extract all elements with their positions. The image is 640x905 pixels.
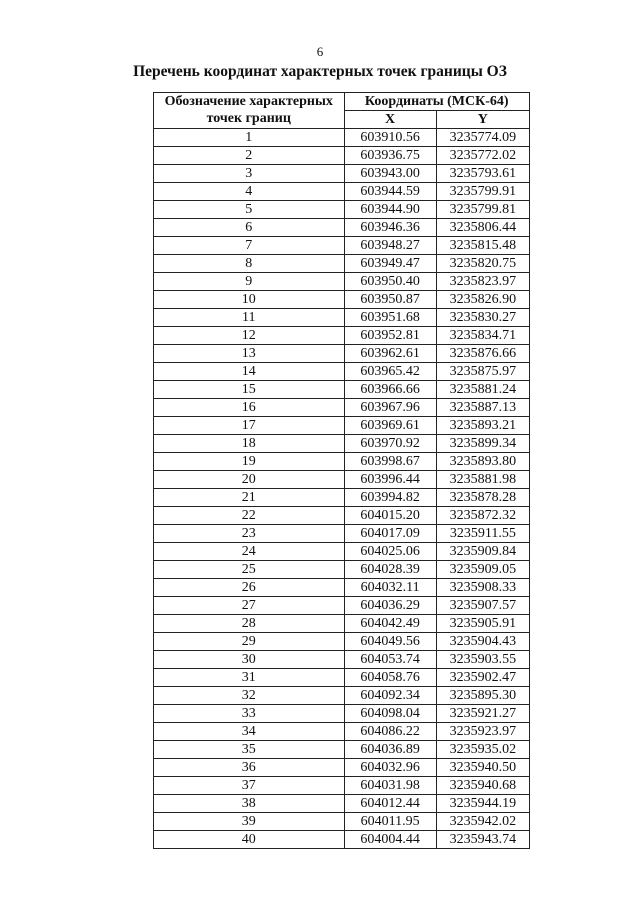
- point-label-header: [154, 93, 345, 129]
- x-coordinate-cell: 604049.56: [344, 633, 436, 651]
- y-coordinate-cell: 3235902.47: [436, 669, 529, 687]
- y-coordinate-cell: 3235875.97: [436, 363, 529, 381]
- table-row: [154, 615, 530, 633]
- y-coordinate-cell: 3235815.48: [436, 237, 529, 255]
- x-coordinate-cell: 603966.66: [344, 381, 436, 399]
- table-row: [154, 345, 530, 363]
- table-row: [154, 165, 530, 183]
- point-number-cell: 34: [154, 723, 345, 741]
- point-label-header-line1: Обозначение характерных: [164, 94, 333, 109]
- y-coordinate-cell: 3235944.19: [436, 795, 529, 813]
- table-row: [154, 687, 530, 705]
- table-row: [154, 129, 530, 147]
- table-row: [154, 237, 530, 255]
- x-coordinate-cell: 604042.49: [344, 615, 436, 633]
- x-coordinate-cell: 603962.61: [344, 345, 436, 363]
- x-coordinate-cell: 604004.44: [344, 831, 436, 849]
- x-coordinate-cell: 604098.04: [344, 705, 436, 723]
- point-number-cell: 23: [154, 525, 345, 543]
- x-coordinate-cell: 603944.59: [344, 183, 436, 201]
- y-coordinate-cell: 3235772.02: [436, 147, 529, 165]
- table-row: [154, 327, 530, 345]
- x-coordinate-cell: 604011.95: [344, 813, 436, 831]
- point-number-cell: 15: [154, 381, 345, 399]
- y-coordinate-cell: 3235903.55: [436, 651, 529, 669]
- point-number-cell: 11: [154, 309, 345, 327]
- x-coordinate-cell: 604032.96: [344, 759, 436, 777]
- x-coordinate-cell: 604012.44: [344, 795, 436, 813]
- point-number-cell: 1: [154, 129, 345, 147]
- table-row: [154, 489, 530, 507]
- y-coordinate-cell: 3235823.97: [436, 273, 529, 291]
- x-coordinate-cell: 603965.42: [344, 363, 436, 381]
- table-row: [154, 471, 530, 489]
- point-number-cell: 21: [154, 489, 345, 507]
- point-label-header-line2: точек границ: [206, 111, 291, 126]
- y-coordinate-cell: 3235881.24: [436, 381, 529, 399]
- table-row: [154, 759, 530, 777]
- point-number-cell: 32: [154, 687, 345, 705]
- y-coordinate-cell: 3235907.57: [436, 597, 529, 615]
- y-coordinate-cell: 3235876.66: [436, 345, 529, 363]
- x-coordinate-cell: 603970.92: [344, 435, 436, 453]
- y-coordinate-cell: 3235899.34: [436, 435, 529, 453]
- point-number-cell: 27: [154, 597, 345, 615]
- table-row: [154, 201, 530, 219]
- point-number-cell: 28: [154, 615, 345, 633]
- table-row: [154, 741, 530, 759]
- y-coordinate-cell: 3235887.13: [436, 399, 529, 417]
- y-coordinate-cell: 3235909.84: [436, 543, 529, 561]
- x-coordinate-cell: 603998.67: [344, 453, 436, 471]
- x-coordinate-cell: 604031.98: [344, 777, 436, 795]
- x-coordinate-cell: 603910.56: [344, 129, 436, 147]
- x-column-header: X: [344, 111, 436, 129]
- table-row: [154, 543, 530, 561]
- y-coordinate-cell: 3235904.43: [436, 633, 529, 651]
- x-coordinate-cell: 604032.11: [344, 579, 436, 597]
- point-number-cell: 9: [154, 273, 345, 291]
- y-coordinate-cell: 3235908.33: [436, 579, 529, 597]
- point-number-cell: 3: [154, 165, 345, 183]
- y-coordinate-cell: 3235806.44: [436, 219, 529, 237]
- coordinates-group-header: Координаты (МСК-64): [344, 93, 530, 111]
- x-coordinate-cell: 604028.39: [344, 561, 436, 579]
- table-row: [154, 633, 530, 651]
- table-row: [154, 453, 530, 471]
- point-number-cell: 14: [154, 363, 345, 381]
- page-number: 6: [316, 44, 324, 59]
- table-row: [154, 723, 530, 741]
- y-coordinate-cell: 3235940.68: [436, 777, 529, 795]
- x-coordinate-cell: 604017.09: [344, 525, 436, 543]
- point-number-cell: 30: [154, 651, 345, 669]
- x-coordinate-cell: 604036.29: [344, 597, 436, 615]
- table-row: [154, 417, 530, 435]
- point-number-cell: 19: [154, 453, 345, 471]
- point-number-cell: 22: [154, 507, 345, 525]
- y-coordinate-cell: 3235921.27: [436, 705, 529, 723]
- y-coordinate-cell: 3235893.80: [436, 453, 529, 471]
- table-row: [154, 651, 530, 669]
- table-header: [154, 93, 530, 129]
- point-number-cell: 35: [154, 741, 345, 759]
- table-row: [154, 705, 530, 723]
- y-coordinate-cell: 3235799.81: [436, 201, 529, 219]
- table-row: [154, 561, 530, 579]
- x-coordinate-cell: 603994.82: [344, 489, 436, 507]
- x-coordinate-cell: 604036.89: [344, 741, 436, 759]
- coordinates-table: [153, 92, 530, 849]
- point-number-cell: 37: [154, 777, 345, 795]
- point-number-cell: 12: [154, 327, 345, 345]
- table-row: [154, 579, 530, 597]
- document-title: Перечень координат характерных точек границы ОЗ: [133, 63, 507, 80]
- table-row: [154, 507, 530, 525]
- table-row: [154, 363, 530, 381]
- x-coordinate-cell: 604058.76: [344, 669, 436, 687]
- point-number-cell: 6: [154, 219, 345, 237]
- point-number-cell: 13: [154, 345, 345, 363]
- y-coordinate-cell: 3235820.75: [436, 255, 529, 273]
- table-row: [154, 219, 530, 237]
- y-coordinate-cell: 3235881.98: [436, 471, 529, 489]
- y-coordinate-cell: 3235935.02: [436, 741, 529, 759]
- y-coordinate-cell: 3235940.50: [436, 759, 529, 777]
- point-number-cell: 7: [154, 237, 345, 255]
- x-coordinate-cell: 603950.40: [344, 273, 436, 291]
- x-coordinate-cell: 603951.68: [344, 309, 436, 327]
- x-coordinate-cell: 603936.75: [344, 147, 436, 165]
- x-coordinate-cell: 604025.06: [344, 543, 436, 561]
- y-coordinate-cell: 3235943.74: [436, 831, 529, 849]
- table-row: [154, 813, 530, 831]
- table-row: [154, 525, 530, 543]
- point-number-cell: 25: [154, 561, 345, 579]
- x-coordinate-cell: 603952.81: [344, 327, 436, 345]
- y-coordinate-cell: 3235909.05: [436, 561, 529, 579]
- table-row: [154, 831, 530, 849]
- x-coordinate-cell: 603944.90: [344, 201, 436, 219]
- y-coordinate-cell: 3235942.02: [436, 813, 529, 831]
- point-number-cell: 38: [154, 795, 345, 813]
- table-row: [154, 777, 530, 795]
- point-number-cell: 31: [154, 669, 345, 687]
- point-number-cell: 26: [154, 579, 345, 597]
- y-coordinate-cell: 3235834.71: [436, 327, 529, 345]
- x-coordinate-cell: 603948.27: [344, 237, 436, 255]
- x-coordinate-cell: 604086.22: [344, 723, 436, 741]
- y-coordinate-cell: 3235793.61: [436, 165, 529, 183]
- point-number-cell: 18: [154, 435, 345, 453]
- point-number-cell: 16: [154, 399, 345, 417]
- y-coordinate-cell: 3235774.09: [436, 129, 529, 147]
- point-number-cell: 24: [154, 543, 345, 561]
- table-row: [154, 435, 530, 453]
- point-number-cell: 5: [154, 201, 345, 219]
- x-coordinate-cell: 603969.61: [344, 417, 436, 435]
- x-coordinate-cell: 603967.96: [344, 399, 436, 417]
- x-coordinate-cell: 603943.00: [344, 165, 436, 183]
- point-number-cell: 2: [154, 147, 345, 165]
- point-number-cell: 39: [154, 813, 345, 831]
- y-coordinate-cell: 3235878.28: [436, 489, 529, 507]
- y-coordinate-cell: 3235911.55: [436, 525, 529, 543]
- table-row: [154, 597, 530, 615]
- x-coordinate-cell: 604015.20: [344, 507, 436, 525]
- x-coordinate-cell: 604053.74: [344, 651, 436, 669]
- y-coordinate-cell: 3235905.91: [436, 615, 529, 633]
- point-number-cell: 29: [154, 633, 345, 651]
- y-coordinate-cell: 3235923.97: [436, 723, 529, 741]
- y-column-header: Y: [436, 111, 529, 129]
- table-row: [154, 669, 530, 687]
- x-coordinate-cell: 603950.87: [344, 291, 436, 309]
- table-row: [154, 309, 530, 327]
- y-coordinate-cell: 3235830.27: [436, 309, 529, 327]
- y-coordinate-cell: 3235895.30: [436, 687, 529, 705]
- table-row: [154, 147, 530, 165]
- table-body: [154, 129, 530, 849]
- point-number-cell: 20: [154, 471, 345, 489]
- point-number-cell: 10: [154, 291, 345, 309]
- point-number-cell: 36: [154, 759, 345, 777]
- table-row: [154, 183, 530, 201]
- table-row: [154, 381, 530, 399]
- table-row: [154, 795, 530, 813]
- point-number-cell: 40: [154, 831, 345, 849]
- table-row: [154, 399, 530, 417]
- y-coordinate-cell: 3235826.90: [436, 291, 529, 309]
- point-number-cell: 17: [154, 417, 345, 435]
- y-coordinate-cell: 3235799.91: [436, 183, 529, 201]
- x-coordinate-cell: 603949.47: [344, 255, 436, 273]
- point-number-cell: 4: [154, 183, 345, 201]
- x-coordinate-cell: 603946.36: [344, 219, 436, 237]
- y-coordinate-cell: 3235893.21: [436, 417, 529, 435]
- x-coordinate-cell: 603996.44: [344, 471, 436, 489]
- point-number-cell: 33: [154, 705, 345, 723]
- table-row: [154, 273, 530, 291]
- point-number-cell: 8: [154, 255, 345, 273]
- table-row: [154, 291, 530, 309]
- y-coordinate-cell: 3235872.32: [436, 507, 529, 525]
- table-row: [154, 255, 530, 273]
- x-coordinate-cell: 604092.34: [344, 687, 436, 705]
